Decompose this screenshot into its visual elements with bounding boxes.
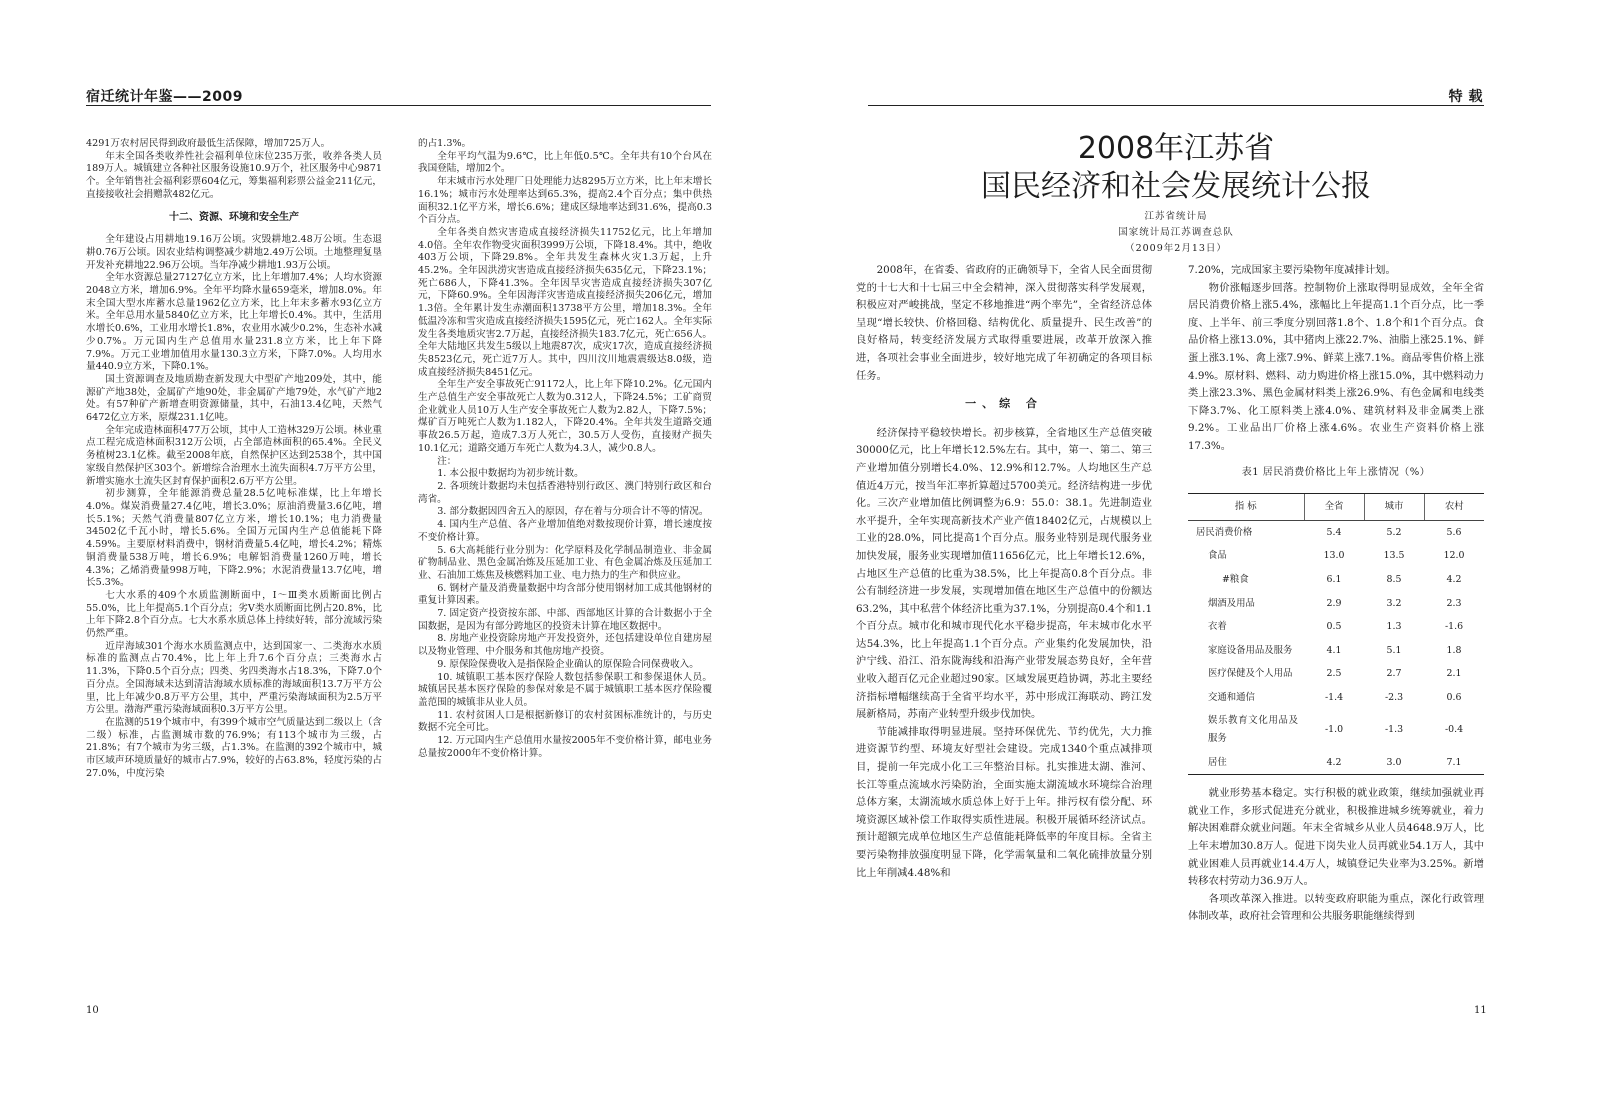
table-header-cell: 城市 [1364,494,1424,521]
table-header-cell: 全省 [1304,494,1364,521]
paragraph: 节能减排取得明显进展。坚持环保优先、节约优先，大力推进资源节约型、环境友好型社会建设。完成1340个重点减排项目，提前一年完成小化工三年整治目标。扎实推进太湖、淮河、长江等重点流域水污染防治，全面实施太湖流域水环境综合治理总体方案，太湖流域水质总体上好于上年。排污权有偿分配、环境资源区域补偿工作取得实质性进展。积极开展循环经济试点。预计超额完成单位地区生产总值能耗降低率的年度目标。全省主要污染物排放强度明显下降，化学需氧量和二氧化硫排放量分别比上年削减4.48%和 [856,725,1152,879]
paragraph: 3. 部分数据因四舍五入的原因，存在着与分项合计不等的情况。 [437,506,709,518]
paragraph: 全年平均气温为9.6℃，比上年低0.5℃。全年共有10个台风在我国登陆，增加2个。 [418,150,712,175]
row-value: -1.3 [1384,724,1404,736]
row-value: 3.2 [1386,597,1402,609]
paragraph: 各项改革深入推进。以转变政府职能为重点，深化行政管理体制改革，政府社会管理和公共服务职能继续得到 [1188,892,1484,923]
table-row [1188,592,1484,616]
row-label: 家庭设备用品及服务 [1208,644,1293,656]
bulletin-title [868,130,1484,206]
row-value: 8.5 [1386,573,1402,585]
paragraph: 8. 房地产业投资除房地产开发投资外，还包括建设单位自建房屋以及物业管理、中介服务和其他房地产投资。 [418,633,712,658]
paragraph: 年末全国各类收养性社会福利单位床位235万张，收养各类人员189万人。城镇建立各种社区服务设施10.9万个，社区服务中心9871个。全年销售社会福利彩票604亿元，筹集福利彩票公益金211亿元，直接接收社会捐赠款482亿元。 [86,150,382,200]
paragraph: 近岸海域301个海水水质监测点中，达到国家一、二类海水水质标准的监测点占70.4%，比上年上升7.6个百分点；三类海水占11.3%，下降0.5个百分点；四类、劣四类海水占18.3%，下降7.0个百分点。全国海域未达到清洁海域水质标准的海域面积13.7万平方公里，比上年减少0.8万平方公里，其中，严重污染海域面积为2.5万平方公里。渤海严重污染海域面积0.3万平方公里。 [86,640,382,716]
paragraph: 全年生产安全事故死亡91172人，比上年下降10.2%。亿元国内生产总值生产安全事故死亡人数为0.312人，下降24.5%；工矿商贸企业就业人员10万人生产安全事故死亡人数为2.82人，下降7.5%；煤矿百万吨死亡人数为1.182人，下降20.4%。全年共发生道路交通事故26.5万起，造成7.3万人死亡，30.5万人受伤，直接财产损失10.1亿元；道路交通万车死亡人数为4.3人，减少0.8人。 [418,379,712,454]
left-header-rule [86,105,711,106]
paragraph: 经济保持平稳较快增长。初步核算，全省地区生产总值突破30000亿元，比上年增长12.5%左右。其中，第一、第二、第三产业增加值分别增长4.0%、12.9%和12.7%。人均地区生产总值近4万元，按当年汇率折算超过5700美元。经济结构进一步优化。三次产业增加值比例调整为6.9：55.0：38.1。先进制造业水平提升，全年实现高新技术产业产值18402亿元，占规模以上工业的28.0%，同比提高1个百分点。服务业特别是现代服务业加快发展，服务业实现增加值11656亿元，比上年增长12.6%，占地区生产总值的比重为38.5%，比上年提高0.8个百分点。非公有制经济进一步发展，实现增加值在地区生产总值中的份额达63.2%，其中私营个体经济比重为37.1%，分别提高0.4个和1.1个百分点。城市化和城市现代化水平稳步提高，年末城市化水平达54.3%，比上年提高1.1个百分点。产业集约化发展加快，沿沪宁线、沿江、沿东陇海线和沿海产业带发展态势良好，全年营业收入超百亿元企业超过90家。区域发展更趋协调，苏北主要经济指标增幅继续高于全省平均水平，苏中形成江海联动、跨江发展新格局，苏南产业转型升级步伐加快。 [856,426,1152,721]
paragraph: 10. 城镇职工基本医疗保险人数包括参保职工和参保退休人员。城镇居民基本医疗保险的参保对象是不属于城镇职工基本医疗保险覆盖范围的城镇非从业人员。 [418,671,712,708]
issuer-provincial-bureau: 江苏省统计局 [1144,211,1208,222]
row-value: 4.2 [1304,751,1364,775]
row-label: 居民消费价格 [1196,526,1253,538]
row-value: -0.4 [1444,724,1464,736]
paragraph: 7.20%，完成国家主要污染物年度减排计划。 [1188,264,1396,276]
row-label: 烟酒及用品 [1208,597,1255,609]
bulletin-date: （2009年2月13日） [1125,243,1227,254]
row-value: 1.3 [1386,621,1402,633]
table-row [1188,568,1484,592]
paragraph: 4291万农村居民得到政府最低生活保障，增加725万人。 [86,138,331,149]
row-value: 13.0 [1323,550,1345,562]
row-label: 居住 [1188,751,1304,775]
issuer-survey-team: 国家统计局江苏调查总队 [1118,227,1234,238]
bulletin-title-line2: 国民经济和社会发展统计公报 [981,169,1371,204]
row-label: 交通和通信 [1208,691,1255,703]
paragraph: 6. 钢材产量及消费量数据中均含部分使用钢材加工成其他钢材的重复计算因素。 [418,582,712,607]
paragraph: 国土资源调查及地质勘查新发现大中型矿产地209处，其中，能源矿产地38处，金属矿产地90处，非金属矿产地79处，水气矿产地2处。有57种矿产新增查明资源储量，其中，石油13.4亿吨，天然气6472亿立方米，原煤231.1亿吨。 [86,373,382,424]
paragraph: 初步测算，全年能源消费总量28.5亿吨标准煤，比上年增长4.0%。煤炭消费量27.4亿吨，增长3.0%；原油消费量3.6亿吨，增长5.1%；天然气消费量807亿立方米，增长10.1%；电力消费量34502亿千瓦小时，增长5.6%。全国万元国内生产总值能耗下降4.59%。主要原材料消费中，钢材消费量5.4亿吨，增长4.2%；精炼铜消费量538万吨，增长6.9%；电解铝消费量1260万吨，增长4.3%；乙烯消费量998万吨，下降2.9%；水泥消费量13.7亿吨，增长5.3%。 [86,488,382,589]
paragraph: 4. 国内生产总值、各产业增加值绝对数按现价计算，增长速度按不变价格计算。 [418,519,712,543]
left-page [0,0,760,1099]
row-value: 5.2 [1386,526,1402,538]
paragraph: 就业形势基本稳定。实行积极的就业政策，继续加强就业再就业工作，多形式促进充分就业，积极推进城乡统筹就业，着力解决困难群众就业问题。年末全省城乡从业人员4648.9万人，比上年末增加30.8万人。促进下岗失业人员再就业54.1万人，其中就业困难人员再就业14.4万人，城镇登记失业率为3.25%。新增转移农村劳动力36.9万人。 [1188,787,1484,888]
row-value: 4.1 [1326,644,1342,656]
row-value: 13.5 [1383,550,1405,562]
right-header-rule [868,105,1484,106]
section-heading: 十二、资源、环境和安全生产 [169,211,299,223]
right-page [856,0,1609,1099]
paragraph: 2008年，在省委、省政府的正确领导下，全省人民全面贯彻党的十七大和十七届三中全会精神，深入贯彻落实科学发展观，积极应对严峻挑战，坚定不移地推进“两个率先”，全省经济总体呈现“增长较快、价格回稳、结构优化、质量提升、民生改善”的良好格局，转变经济发展方式取得重要进展，改革开放深入推进，各项社会事业全面进步，较好地完成了年初确定的各项目标任务。 [856,264,1152,382]
paragraph: 全年各类自然灾害造成直接经济损失11752亿元，比上年增加4.0倍。全年农作物受灾面积3999万公顷，下降18.4%。其中，绝收403万公顷，下降29.8%。全年共发生森林火灾1.3万起，上升45.2%。全年因洪涝灾害造成直接经济损失635亿元，下降23.1%；死亡686人，下降41.3%。全年因旱灾害造成直接经济损失307亿元，下降60.9%。全年因海洋灾害造成直接经济损失206亿元，增加1.3倍。全年累计发生赤潮面积13738平方公里，增加18.3%。全年低温冷冻和雪灾造成直接经济损失1595亿元，死亡162人。全年实际发生各类地质灾害2.7万起，直接经济损失183.7亿元，死亡656人。全年大陆地区共发生5级以上地震87次，成灾17次，造成直接经济损失8523亿元，死亡近7万人。其中，四川汶川地震震级达8.0级，造成直接经济损失8451亿元。 [418,226,712,378]
left-page-number: 10 [86,1005,99,1016]
row-value: 2.9 [1326,597,1342,609]
row-value: 4.2 [1446,573,1462,585]
paragraph: 年末城市污水处理厂日处理能力达8295万立方米，比上年末增长16.1%；城市污水处理率达到65.3%，提高2.4个百分点；集中供热面积32.1亿平方米，增长6.6%；建成区绿地率达到31.6%，提高0.3个百分点。 [418,176,712,226]
row-value: 5.6 [1446,526,1462,538]
paragraph: 全年水资源总量27127亿立方米，比上年增加7.4%；人均水资源2048立方米，增加6.9%。全年平均降水量659毫米，增加8.0%。年末全国大型水库蓄水总量1962亿立方米，比上年末多蓄水93亿立方米。全年总用水量5840亿立方米，比上年增长0.4%。其中，生活用水增长0.6%，工业用水增长1.8%，农业用水减少0.2%，生态补水减少0.7%。万元国内生产总值用水量231.8立方米，比上年下降7.9%。万元工业增加值用水量130.3立方米，下降7.0%。人均用水量440.9立方米，下降0.1%。 [86,272,382,373]
paragraph: 全年完成造林面积477万公顷，其中人工造林329万公顷。林业重点工程完成造林面积312万公顷，占全部造林面积的65.4%。全民义务植树23.1亿株。截至2008年底，自然保护区达到2538个，其中国家级自然保护区303个。新增综合治理水土流失面积4.7万平方公里，新增实施水土流失区封育保护面积2.6万平方公里。 [86,424,382,487]
row-value: 0.6 [1446,691,1462,703]
row-value: 5.1 [1386,644,1402,656]
table-header-cell: 农村 [1424,494,1484,521]
row-value: -2.3 [1384,691,1404,703]
row-label: 衣着 [1208,621,1227,633]
row-label: #粮食 [1222,573,1249,585]
bulletin-title-line1: 2008年江苏省 [1077,131,1275,166]
row-value: 2.3 [1446,597,1462,609]
paragraph: 注： [437,455,457,467]
table-header-row [1188,494,1484,521]
paragraph: 5. 6大高耗能行业分别为：化学原料及化学制品制造业、非金属矿物制品业、黑色金属冶炼及压延加工业、有色金属冶炼及压延加工业、石油加工炼焦及核燃料加工业、电力热力的生产和供应业。 [418,544,712,581]
table-row [1188,686,1484,710]
right-running-head: 特 载 [1448,89,1483,105]
paragraph: 1. 本公报中数据均为初步统计数。 [437,468,584,480]
paragraph: 在监测的519个城市中，有399个城市空气质量达到二级以上（含二级）标准，占监测城市数的76.9%；有113个城市为三级，占21.8%；有7个城市为劣三级，占1.3%。在监测的392个城市中，城市区域声环境质量好的城市占7.9%，较好的占63.8%，轻度污染的占27.0%，中度污染 [86,716,382,779]
row-value: 2.1 [1446,668,1462,680]
row-value: 6.1 [1326,573,1342,585]
row-label: 食品 [1208,550,1227,562]
paragraph: 的占1.3%。 [418,138,472,149]
table-spacer [1188,775,1484,785]
paragraph: 物价涨幅逐步回落。控制物价上涨取得明显成效，全年全省居民消费价格上涨5.4%，涨幅比上年提高1.1个百分点，比一季度、上半年、前三季度分别回落1.8个、1.8个和1个百分点。食品价格上涨13.0%，其中猪肉上涨22.7%、油脂上涨25.1%、鲜蛋上涨3.1%、禽上涨7.9%、鲜菜上涨7.1%。商品零售价格上涨4.9%。原材料、燃料、动力购进价格上涨15.0%，其中燃料动力类上涨23.3%、黑色金属材料类上涨26.9%、有色金属和电线类下降3.7%、化工原料类上涨4.0%、建筑材料及非金属类上涨9.2%。工业品出厂价格上涨4.6%。农业生产资料价格上涨17.3%。 [1188,281,1484,452]
right-column-1 [856,262,1152,992]
row-label: 娱乐教育文化用品及服务 [1208,715,1298,745]
row-value: -1.0 [1324,724,1344,736]
table-row [1188,520,1484,544]
paragraph: 11. 农村贫困人口是根据新修订的农村贫困标准统计的，与历史数据不完全可比。 [418,709,712,734]
row-value: 2.7 [1386,668,1402,680]
table-caption: 表1 居民消费价格比上年上涨情况（%） [1241,466,1431,478]
right-page-number: 11 [1474,1005,1487,1016]
paragraph: 2. 各项统计数据均未包括香港特别行政区、澳门特别行政区和台湾省。 [418,480,712,505]
row-value: -1.4 [1324,691,1344,703]
paragraph: 7. 固定资产投资按东部、中部、西部地区计算的合计数据小于全国数据，是因为有部分跨地区的投资未计算在地区数据中。 [418,608,712,632]
table-header-cell: 指 标 [1188,494,1304,521]
table-row [1188,709,1484,750]
row-value: 3.0 [1364,751,1424,775]
row-value: 5.4 [1326,526,1342,538]
left-column-2 [418,138,712,990]
section-heading: 一、综 合 [965,397,1043,411]
right-column-2 [1188,262,1484,992]
table-row [1188,639,1484,663]
row-value: 1.8 [1446,644,1462,656]
cpi-table [1188,493,1484,775]
row-value: 7.1 [1424,751,1484,775]
table-row [1188,615,1484,639]
paragraph: 七大水系的409个水质监测断面中，Ⅰ～Ⅲ类水质断面比例占55.0%，比上年提高5.1个百分点；劣Ⅴ类水质断面比例占20.8%，比上年下降2.8个百分点。七大水系水质总体上持续好转，部分流域污染仍然严重。 [86,589,382,640]
row-value: 2.5 [1326,668,1342,680]
row-value: 12.0 [1443,550,1465,562]
paragraph: 全年建设占用耕地19.16万公顷。灾毁耕地2.48万公顷。生态退耕0.76万公顷。因农业结构调整减少耕地2.49万公顷。土地整理复垦开发补充耕地22.96万公顷。当年净减少耕地1.93万公顷。 [86,234,382,271]
table-row [1188,662,1484,686]
paragraph: 12. 万元国内生产总值用水量按2005年不变价格计算，邮电业务总量按2000年不变价格计算。 [418,735,712,759]
paragraph: 9. 原保险保费收入是指保险企业确认的原保险合同保费收入。 [437,658,699,670]
table-row [1188,544,1484,568]
row-label: 医疗保健及个人用品 [1208,668,1293,680]
left-running-head: 宿迁统计年鉴——2009 [86,89,243,105]
table-row [1188,751,1484,775]
left-column-1 [86,138,382,990]
row-value: 0.5 [1326,621,1342,633]
row-value: -1.6 [1444,621,1464,633]
